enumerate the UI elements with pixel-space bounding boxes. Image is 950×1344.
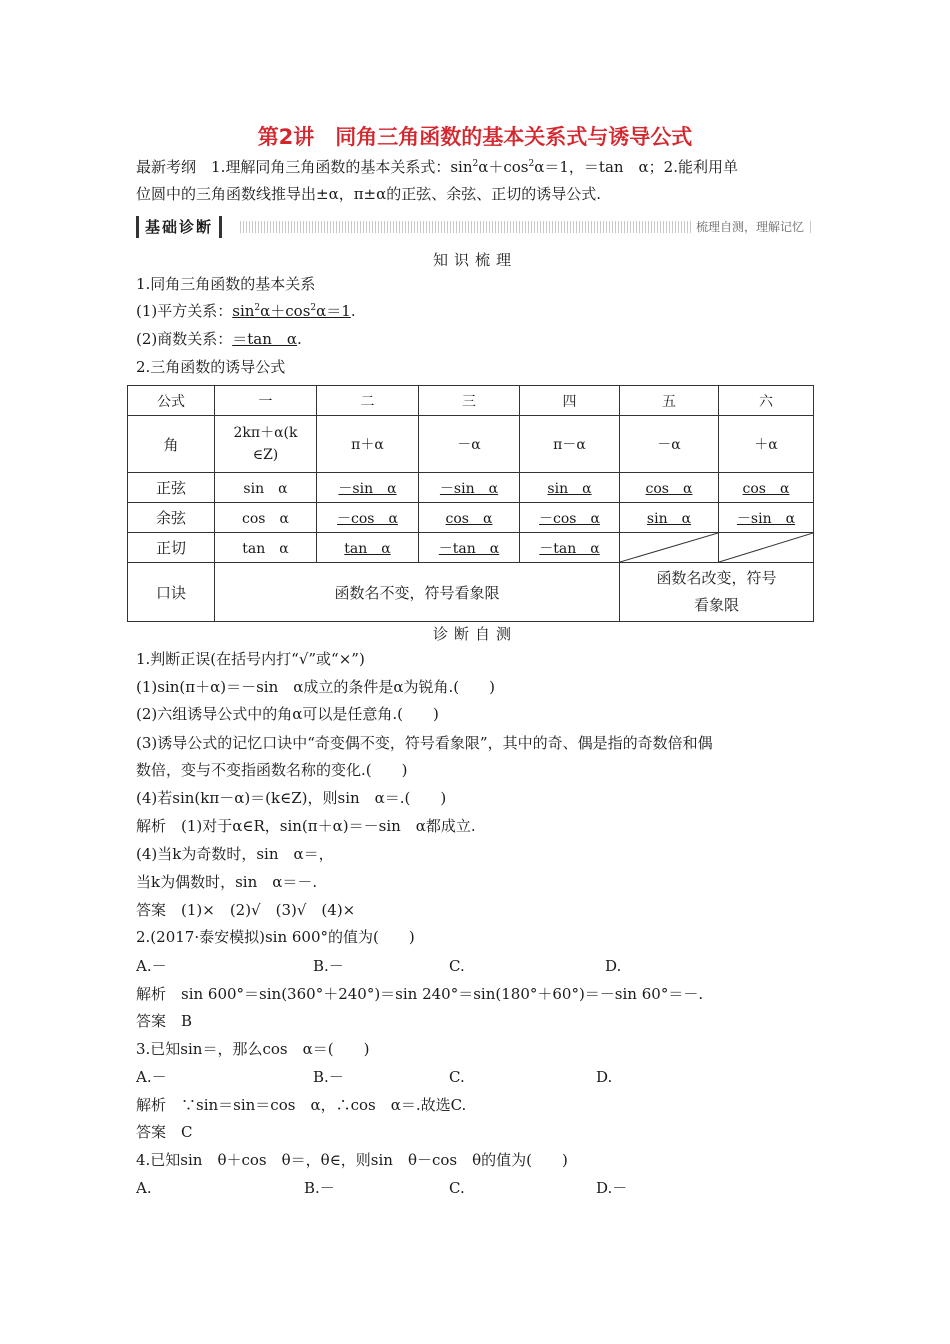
- section-title-knowledge: 知识梳理: [432, 251, 517, 269]
- table-row-tangent: 正切 tan α tan α －tan α －tan α: [128, 533, 814, 563]
- banner-hint: 梳理自测，理解记忆: [692, 218, 808, 236]
- analysis-1: 解析 (1)对于α∈R，sin(π＋α)＝－sin α都成立.: [136, 817, 476, 835]
- q2-option-d: D.: [605, 957, 622, 975]
- question-1-3: (3)诱导公式的记忆口诀中“奇变偶不变，符号看象限”，其中的奇、偶是指的奇数倍和偶: [136, 734, 713, 752]
- page-title: 第2讲 同角三角函数的基本关系式与诱导公式: [257, 125, 693, 149]
- induction-formula-table: [127, 385, 814, 622]
- answer-3: 答案 C: [136, 1123, 193, 1141]
- diagonal-cell-5: [620, 533, 719, 563]
- syllabus-line-2: 位圆中的三角函数线推导出±α，π±α的正弦、余弦、正切的诱导公式.: [136, 185, 602, 203]
- answer-1: 答案 (1)× (2)√ (3)√ (4)×: [136, 901, 356, 919]
- banner-tag: 基础诊断: [136, 216, 222, 238]
- question-3: 3.已知sin＝，那么cos α＝( ): [136, 1040, 370, 1058]
- q4-option-b: B.－: [304, 1179, 335, 1197]
- q4-option-d: D.－: [596, 1179, 628, 1197]
- q2-option-b: B.－: [313, 957, 344, 975]
- q3-option-a: A.－: [136, 1068, 167, 1086]
- question-1-3-cont: 数倍，变与不变指函数名称的变化.( ): [136, 761, 408, 779]
- q3-option-b: B.－: [313, 1068, 344, 1086]
- q3-option-c: C.: [449, 1068, 465, 1086]
- table-row-angle: 角 2kπ＋α(k∈Z) π＋α －α π－α －α ＋α: [128, 416, 814, 473]
- table-row-mnemonic: 口诀 函数名不变，符号看象限 函数名改变，符号看象限: [128, 563, 814, 622]
- question-2: 2.(2017·泰安模拟)sin 600°的值为( ): [136, 928, 415, 946]
- syllabus-line-1: 最新考纲 1.理解同角三角函数的基本关系式：$\sin^2\alpha+\cos^2\alpha=1$，＝tan α；2.能利用单: [136, 158, 738, 176]
- q3-option-d: D.: [596, 1068, 613, 1086]
- table-row-header: 公式 一 二 三 四 五 六: [128, 386, 814, 416]
- table-row-sine: 正弦 sin α －sin α －sin α sin α cos α cos α: [128, 473, 814, 503]
- analysis-3: 解析 ∵sin＝sin＝cos α，∴cos α＝.故选C.: [136, 1096, 467, 1114]
- answer-quotient-relation: ＝tan α: [232, 330, 298, 348]
- analysis-1-4a: (4)当k为奇数时，sin α＝，: [136, 845, 334, 863]
- diagonal-cell-6: [719, 533, 814, 563]
- section-banner: [136, 216, 812, 238]
- analysis-2: 解析 sin 600°＝sin(360°＋240°)＝sin 240°＝sin(180°＋60°)＝－sin 60°＝－.: [136, 985, 704, 1003]
- knowledge-1-2: (2)商数关系：＝tan α.: [136, 330, 302, 348]
- question-1: 1.判断正误(在括号内打“√”或“×”): [136, 650, 365, 668]
- analysis-1-4b: 当k为偶数时，sin α＝－.: [136, 873, 318, 891]
- answer-square-relation: $\sin^2\alpha+\cos^2\alpha=1$: [232, 302, 351, 320]
- diagonal-line: [719, 533, 813, 562]
- knowledge-1: 1.同角三角函数的基本关系: [136, 275, 316, 293]
- question-1-2: (2)六组诱导公式中的角α可以是任意角.( ): [136, 705, 439, 723]
- syllabus-label: 最新考纲: [136, 158, 197, 176]
- diagonal-line: [620, 533, 718, 562]
- question-1-4: (4)若sin(kπ－α)＝(k∈Z)，则sin α＝.( ): [136, 789, 447, 807]
- q2-option-c: C.: [449, 957, 465, 975]
- table-row-cosine: 余弦 cos α －cos α cos α －cos α sin α －sin α: [128, 503, 814, 533]
- q4-option-a: A.: [136, 1179, 152, 1197]
- question-1-1: (1)sin(π＋α)＝－sin α成立的条件是α为锐角.( ): [136, 678, 495, 696]
- section-title-diagnosis: 诊断自测: [432, 625, 517, 643]
- q2-option-a: A.－: [136, 957, 167, 975]
- knowledge-1-1: (1)平方关系：$\sin^2\alpha+\cos^2\alpha=1$.: [136, 302, 356, 320]
- knowledge-2: 2.三角函数的诱导公式: [136, 358, 286, 376]
- answer-2: 答案 B: [136, 1012, 193, 1030]
- q4-option-c: C.: [449, 1179, 465, 1197]
- question-4: 4.已知sin θ＋cos θ＝，θ∈，则sin θ－cos θ的值为( ): [136, 1151, 568, 1169]
